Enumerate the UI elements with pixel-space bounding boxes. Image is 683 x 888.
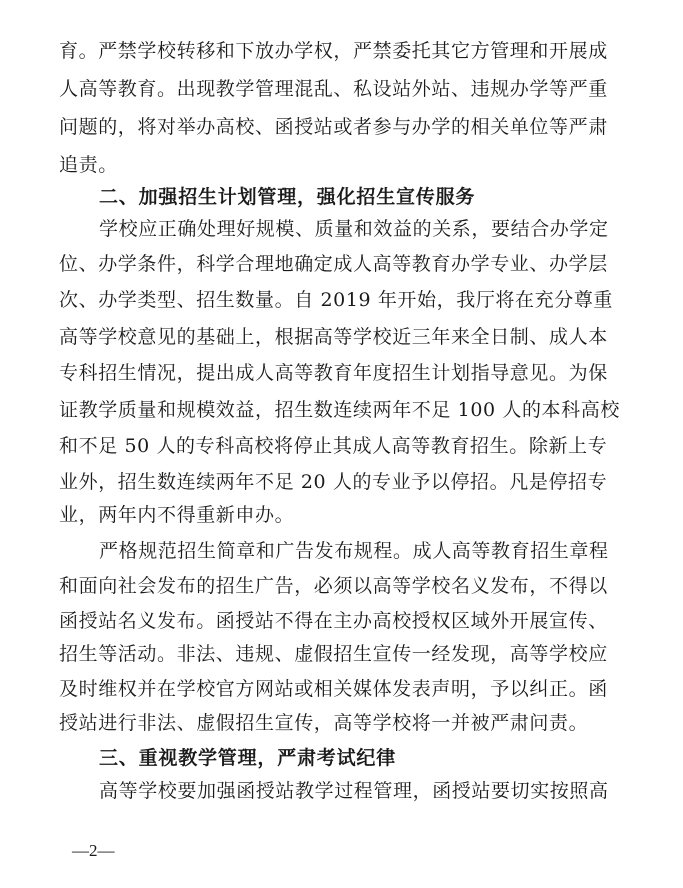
text-line: 人高等教育。出现教学管理混乱、私设站外站、违规办学等严重 xyxy=(59,78,608,100)
text-line: 位、办学条件，科学合理地确定成人高等教育办学专业、办学层 xyxy=(59,253,608,275)
text-line: 高等学校意见的基础上，根据高等学校近三年来全日制、成人本 xyxy=(59,326,608,348)
text-line: 和面向社会发布的招生广告，必须以高等学校名义发布，不得以 xyxy=(59,575,608,597)
text-line: 授站进行非法、虚假招生宣传，高等学校将一并被严肃问责。 xyxy=(59,712,589,734)
text-line: 招生等活动。非法、违规、虚假招生宣传一经发现，高等学校应 xyxy=(59,643,608,665)
text-line: 学校应正确处理好规模、质量和效益的关系，要结合办学定 xyxy=(99,218,609,240)
text-line: 问题的，将对举办高校、函授站或者参与办学的相关单位等严肃 xyxy=(59,116,608,138)
page-number: —2— xyxy=(72,841,115,860)
text-line: 育。严禁学校转移和下放办学权，严禁委托其它方管理和开展成 xyxy=(59,40,608,62)
text-line: 严格规范招生简章和广告发布规程。成人高等教育招生章程 xyxy=(99,540,609,562)
text-line: 及时维权并在学校官方网站或相关媒体发表声明，予以纠正。函 xyxy=(59,678,608,700)
text-line: 次、办学类型、招生数量。自 2019 年开始，我厅将在充分尊重 xyxy=(59,289,614,311)
text-line: 业，两年内不得重新申办。 xyxy=(59,504,295,526)
text-line: 业外，招生数连续两年不足 20 人的专业予以停招。凡是停招专 xyxy=(59,471,608,493)
text-line: 函授站名义发布。函授站不得在主办高校授权区域外开展宣传、 xyxy=(59,610,608,632)
text-line: 和不足 50 人的专科高校将停止其成人高等教育招生。除新上专 xyxy=(59,435,608,457)
section-heading-3: 三、重视教学管理，严肃考试纪律 xyxy=(99,747,397,769)
text-line: 专科招生情况，提出成人高等教育年度招生计划指导意见。为保 xyxy=(59,362,608,384)
text-line: 证教学质量和规模效益，招生数连续两年不足 100 人的本科高校 xyxy=(59,399,620,421)
text-line: 高等学校要加强函授站教学过程管理，函授站要切实按照高 xyxy=(99,780,609,802)
section-heading-2: 二、加强招生计划管理，强化招生宣传服务 xyxy=(99,186,476,208)
text-line: 追责。 xyxy=(59,154,118,176)
